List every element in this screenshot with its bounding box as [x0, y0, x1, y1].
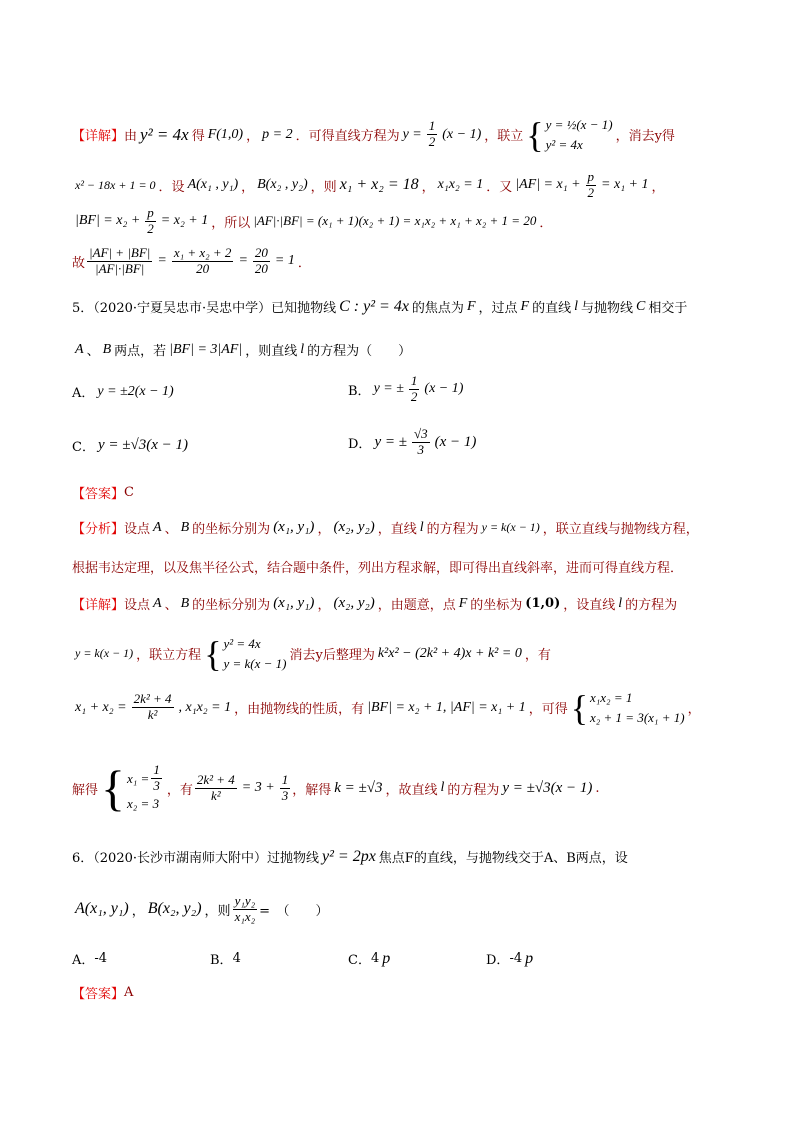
text: 解得 [72, 782, 99, 798]
question-5-line-2 [72, 340, 411, 359]
math: y = ±√3(x − 1) [502, 779, 593, 796]
text: 消去y后整理为 [289, 648, 375, 663]
text: ， [246, 129, 260, 144]
fraction [253, 246, 270, 277]
numerator: x₁ + x₂ + 2 [173, 245, 232, 260]
fraction [280, 773, 291, 804]
math: |AF| = x₁ + [515, 177, 581, 193]
option-c [72, 436, 191, 455]
solution-line-2 [72, 170, 665, 201]
numerator: 2k² + 4 [133, 691, 172, 707]
numerator: |AF| + |BF| [89, 245, 151, 260]
answer-label: 【答案】 [72, 987, 125, 1002]
numerator: p [147, 205, 154, 220]
denominator: 3 [417, 441, 425, 457]
text: 的坐标分别为 [192, 522, 271, 537]
math: = [157, 253, 167, 269]
numerator: 1 [428, 118, 436, 134]
math: l [419, 519, 424, 535]
answer-value: A [124, 985, 134, 1000]
text: 与抛物线 [580, 301, 633, 316]
text: 焦点F的直线，与抛物线交于A、B两点，设 [378, 851, 628, 866]
text: ，由题意，点 [377, 598, 456, 613]
analysis-label: 【分析】 [72, 522, 125, 537]
text: 相交于 [648, 301, 688, 316]
numerator: p [587, 169, 595, 184]
fraction [409, 374, 420, 405]
math: = x₂ + 1 [160, 213, 209, 229]
denominator: 2 [410, 388, 418, 404]
fraction [233, 894, 258, 925]
text: 的坐标为 [470, 598, 523, 613]
detail-line-1 [72, 594, 677, 613]
option-label: A． [72, 953, 95, 968]
solution-line-4 [72, 246, 311, 277]
math: |AF|·|BF| = (x₁ + 1)(x₂ + 1) = x₁x₂ + x₁ + x₂ + 1 = 20 [253, 213, 537, 229]
math: |BF| = 3|AF| [169, 341, 243, 357]
eq: y² = 4x [545, 136, 583, 152]
math: B [102, 341, 112, 357]
numerator: 20 [254, 245, 268, 260]
option-var: p [525, 949, 534, 967]
text: ． [539, 215, 553, 231]
math: F(1,0) [207, 126, 244, 142]
text: ，解得 [292, 782, 332, 798]
option-label: A． [72, 386, 95, 401]
math: x² − 18x + 1 = 0 [75, 177, 156, 192]
text: ．设 [158, 179, 185, 195]
text: ，则 [204, 903, 231, 919]
q6-option-c [348, 949, 393, 968]
fraction [172, 246, 234, 277]
text: 的坐标分别为 [192, 598, 271, 613]
math: (x₁, y₁) [273, 595, 315, 611]
math: F [458, 595, 468, 611]
solution-line-3 [72, 206, 552, 237]
math: B(x₂ , y₂) [257, 177, 308, 193]
text: ， [241, 179, 255, 195]
text: ， [131, 903, 145, 919]
numerator: 2k² + 4 [196, 771, 235, 787]
equation-system: { x₁ = $\frac{1}{3}$ x₂ = 3 [101, 763, 164, 813]
question-6-line-2 [72, 894, 329, 925]
math: y = k(x − 1) [75, 646, 134, 660]
math: (x₂, y₂) [333, 519, 375, 535]
math: C [636, 298, 646, 314]
denominator: 3 [153, 777, 160, 793]
denominator: 2 [587, 184, 595, 200]
denominator: 2 [147, 220, 154, 236]
q6-option-a [72, 949, 107, 968]
numerator: √3 [413, 426, 428, 441]
fraction [132, 692, 174, 723]
math: x₁x₂ = 1 [437, 177, 484, 193]
text: 的方程为 [447, 782, 500, 798]
text: 的方程为（ ） [307, 344, 412, 359]
equation-system: { x₁x₂ = 1 x₂ + 1 = 3(x₁ + 1) [570, 687, 685, 728]
math: , x₁x₂ = 1 [178, 699, 232, 715]
option-math: y = ± [374, 433, 407, 450]
denominator: x₁x₂ [234, 908, 256, 924]
option-math: y = ± [373, 381, 404, 397]
answer-label: 【答案】 [72, 487, 125, 502]
fraction [145, 206, 156, 237]
denominator: |AF|·|BF| [95, 260, 145, 276]
text: 、 [164, 522, 178, 537]
option-math: (x − 1) [434, 433, 477, 450]
text: 5．（2020·宁夏吴忠市·吴忠中学）已知抛物线 [72, 301, 337, 316]
math: A [75, 341, 84, 357]
detail-label: 【详解】 [72, 129, 125, 144]
math: l [618, 595, 623, 611]
math: y² = 4x [140, 124, 189, 144]
text: ． [297, 255, 311, 271]
text: ，联立直线与抛物线方程， [542, 522, 699, 537]
numerator: 1 [281, 771, 289, 787]
fraction [195, 773, 237, 804]
answer-line-6 [72, 983, 133, 1002]
text: ．可得直线方程为 [295, 129, 400, 144]
solution-line-1 [72, 115, 675, 154]
text: 设点 [124, 598, 151, 613]
math: y = [402, 126, 422, 142]
math: l [440, 780, 445, 796]
eq: y = k(x − 1) [223, 655, 287, 671]
option-value: -4 [509, 951, 523, 966]
text: 6．（2020·长沙市湖南师大附中）过抛物线 [72, 851, 319, 866]
math: A [153, 519, 162, 535]
math: x₁ + x₂ = 18 [339, 176, 419, 194]
option-value: 4 [370, 951, 380, 966]
answer-value: C [124, 485, 134, 500]
math: (1,0) [525, 596, 561, 611]
option-label: C． [348, 953, 371, 968]
answer-line-5 [72, 483, 134, 502]
math: = 3 + [241, 780, 275, 796]
numerator: 1 [410, 373, 418, 388]
text: ， [317, 522, 331, 537]
option-var: p [382, 949, 391, 967]
text: ，则 [310, 179, 337, 195]
text: ， [317, 598, 331, 613]
option-label: B． [348, 383, 371, 399]
math: k = ±√3 [334, 779, 383, 796]
text: ， [421, 179, 435, 195]
text: ，联立方程 [136, 648, 202, 663]
fraction [427, 119, 438, 150]
math: y = k(x − 1) [481, 520, 540, 534]
math: (x − 1) [442, 126, 482, 142]
text: 根据韦达定理，以及焦半径公式，结合题中条件，列出方程求解，即可得出直线斜率，进而可得直线方程． [72, 561, 684, 576]
text: 故 [72, 255, 86, 271]
math: = 1 [274, 253, 295, 269]
equation-system: { y² = 4x y = k(x − 1) [204, 633, 287, 674]
option-value: 4 [232, 951, 241, 966]
option-label: D． [486, 953, 510, 968]
math: B [180, 595, 190, 611]
text: 的焦点为 [411, 301, 464, 316]
text: ，有 [524, 648, 551, 663]
fraction [586, 170, 597, 201]
option-math: y = ±√3(x − 1) [97, 437, 188, 453]
math: = [238, 253, 248, 269]
option-b [348, 374, 466, 405]
option-a [72, 382, 177, 401]
math: F [466, 298, 476, 314]
text: 由 [124, 129, 138, 144]
denominator: 3 [281, 787, 289, 803]
text: 的直线 [532, 301, 572, 316]
option-d [348, 427, 479, 458]
math: C : y² = 4x [339, 297, 409, 315]
math: B(x₂, y₂) [147, 900, 202, 918]
math: B [180, 519, 190, 535]
equation-system: { y = ½(x − 1) y² = 4x [526, 114, 613, 155]
option-label: B． [210, 953, 233, 968]
text: 设点 [124, 522, 151, 537]
fraction [87, 246, 152, 277]
text: ．又 [486, 179, 513, 195]
denominator: 20 [254, 260, 268, 276]
eq: x₁x₂ = 1 [590, 690, 633, 705]
text: ，设直线 [563, 598, 616, 613]
text: ，过点 [478, 301, 518, 316]
text: ，有 [166, 782, 193, 798]
math: A [153, 595, 162, 611]
denominator: k² [147, 707, 158, 722]
fraction [151, 763, 162, 794]
denominator: 20 [196, 260, 210, 276]
text: ，直线 [377, 522, 417, 537]
question-6-line-1 [72, 847, 628, 866]
math: p = 2 [262, 126, 293, 142]
detail-line-2 [72, 634, 551, 673]
math: |BF| = x₂ + 1, |AF| = x₁ + 1 [367, 699, 526, 715]
detail-label: 【详解】 [72, 598, 125, 613]
text: 两点，若 [114, 344, 167, 359]
detail-line-4 [72, 760, 600, 817]
text: ，故直线 [385, 782, 438, 798]
q6-option-d [486, 949, 536, 968]
eq: x₁ = [127, 770, 150, 786]
q6-option-b [210, 949, 241, 968]
denominator: 2 [428, 134, 436, 149]
text: ，消去y得 [615, 129, 675, 144]
detail-line-3 [72, 688, 701, 727]
text: . [595, 780, 600, 796]
option-label: D． [348, 436, 372, 452]
math: l [574, 298, 578, 314]
text: 、 [164, 598, 178, 613]
math: x₁ + x₂ = [75, 699, 127, 715]
analysis-line-2 [72, 557, 683, 576]
text: ，可得 [528, 702, 568, 717]
text: ，则直线 [245, 344, 298, 359]
numerator: y₁y₂ [234, 893, 256, 908]
eq: x₂ + 1 = 3(x₁ + 1) [590, 709, 685, 725]
analysis-line-1 [72, 518, 699, 537]
text: ， [651, 179, 665, 195]
fraction [412, 427, 430, 458]
numerator: 1 [153, 762, 160, 777]
text: 得 [191, 129, 205, 144]
text: 的方程为 [426, 522, 479, 537]
math: = x₁ + 1 [601, 177, 649, 193]
denominator: k² [210, 787, 221, 803]
text: 、 [86, 344, 100, 359]
text: ，由抛物线的性质，有 [234, 702, 365, 717]
math: l [300, 341, 305, 357]
option-math: (x − 1) [424, 381, 464, 397]
math: y² = 2px [322, 847, 376, 865]
option-label: C． [72, 440, 95, 455]
math: F [520, 298, 530, 314]
text: 的方程为 [625, 598, 678, 613]
option-value: -4 [94, 951, 108, 966]
math: (x₂, y₂) [333, 595, 375, 611]
math: (x₁, y₁) [273, 519, 315, 535]
eq: y² = 4x [223, 636, 261, 651]
question-5-line-1 [72, 297, 687, 316]
math: A(x₁ , y₁) [187, 177, 239, 193]
text: ， [687, 702, 701, 717]
text: = （ ） [259, 903, 329, 919]
option-math: y = ±2(x − 1) [97, 383, 174, 399]
eq: y = ½(x − 1) [545, 117, 613, 132]
math: A(x₁, y₁) [75, 900, 129, 918]
math: k²x² − (2k² + 4)x + k² = 0 [377, 645, 522, 661]
text: ，联立 [484, 129, 524, 144]
text: ，所以 [211, 215, 251, 231]
eq: x₂ = 3 [127, 795, 160, 811]
math: |BF| = x₂ + [75, 213, 141, 229]
